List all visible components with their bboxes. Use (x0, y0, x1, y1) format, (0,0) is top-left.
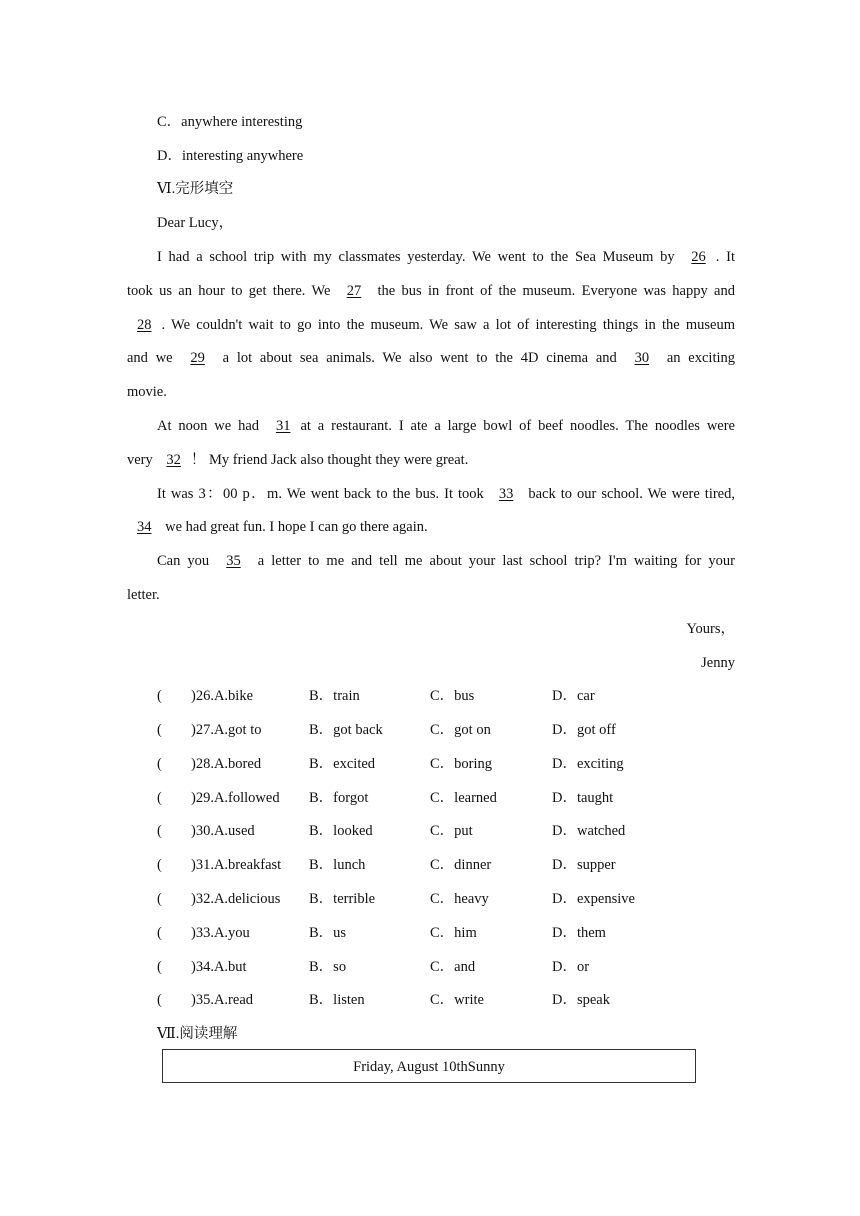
option-c: C．got on (430, 722, 491, 738)
option-c: C．boring (430, 756, 493, 772)
option-c: C．him (430, 925, 477, 941)
option-a: )26.A.bike (191, 688, 254, 704)
answer-paren[interactable]: ( (157, 688, 162, 704)
text-run: I had a school trip with my classmates yesterday. We went to the Sea Museum by (157, 249, 682, 265)
option-a: )27.A.got to (191, 722, 262, 738)
option-c-prev: C．anywhere interesting (157, 114, 303, 130)
blank-32: 32 (166, 452, 181, 468)
option-d: D．watched (552, 823, 626, 839)
blank-27: 27 (346, 283, 362, 299)
text-run: . It (715, 249, 735, 265)
text-run: an exciting (659, 350, 736, 366)
answer-paren[interactable]: ( (157, 722, 162, 738)
answer-paren[interactable]: ( (157, 756, 162, 772)
option-c: C．bus (430, 688, 475, 704)
option-c: C．dinner (430, 857, 492, 873)
blank-34: 34 (137, 519, 152, 535)
paragraph-2-line-2 (127, 450, 735, 470)
answer-paren[interactable]: ( (157, 925, 162, 941)
text-run: the bus in front of the museum. Everyone was happy and (371, 283, 735, 299)
blank-29: 29 (190, 350, 205, 366)
paragraph-1-line-3 (127, 315, 735, 335)
text-run: a letter to me and tell me about your last school trip? I'm waiting for your (250, 553, 735, 569)
diary-header-box (162, 1049, 696, 1083)
option-b: B．us (309, 925, 347, 941)
text-run: At noon we had (157, 418, 266, 434)
option-d: D．or (552, 959, 590, 975)
answer-paren[interactable]: ( (157, 992, 162, 1008)
letter-greeting: Dear Lucy， (157, 215, 234, 231)
option-a: )32.A.delicious (191, 891, 281, 907)
question-row (157, 990, 757, 1010)
section-title-cloze: Ⅵ.完形填空 (157, 181, 234, 197)
blank-33: 33 (498, 486, 514, 502)
option-d: D．them (552, 925, 606, 941)
section-title-reading: Ⅶ.阅读理解 (157, 1026, 238, 1042)
blank-31: 31 (275, 418, 291, 434)
question-row (157, 720, 757, 740)
option-a: )28.A.bored (191, 756, 262, 772)
option-d: D．supper (552, 857, 616, 873)
option-c: C．put (430, 823, 473, 839)
option-d: D．got off (552, 722, 616, 738)
option-c: C．and (430, 959, 476, 975)
answer-paren[interactable]: ( (157, 823, 162, 839)
answer-paren[interactable]: ( (157, 790, 162, 806)
paragraph-4-line-1 (157, 551, 735, 571)
answer-paren[interactable]: ( (157, 959, 162, 975)
option-d-prev: D．interesting anywhere (157, 148, 304, 164)
text-run: It was 3：00 p．m. We went back to the bus. It took (157, 486, 489, 502)
option-a: )34.A.but (191, 959, 247, 975)
option-b: B．listen (309, 992, 365, 1008)
question-row (157, 855, 757, 875)
option-b: B．looked (309, 823, 373, 839)
option-b: B．terrible (309, 891, 376, 907)
option-d: D．expensive (552, 891, 635, 907)
option-b: B．excited (309, 756, 376, 772)
question-row (157, 957, 757, 977)
option-a: )29.A.followed (191, 790, 280, 806)
question-row (157, 686, 757, 706)
option-d: D．speak (552, 992, 610, 1008)
paragraph-2-line-1 (157, 416, 735, 436)
diary-header-text: Friday, August 10thSunny (353, 1059, 505, 1075)
option-b: B．train (309, 688, 360, 704)
text-run: . We couldn't wait to go into the museum. We saw a lot of interesting things in the museum (161, 317, 735, 333)
option-d: D．exciting (552, 756, 624, 772)
text-run: a lot about sea animals. We also went to the 4D cinema and (214, 350, 625, 366)
question-row (157, 788, 757, 808)
paragraph-1-line-1 (157, 247, 735, 267)
option-d: D．car (552, 688, 595, 704)
question-row (157, 754, 757, 774)
paragraph-1-line-5: movie. (127, 384, 167, 400)
answer-paren[interactable]: ( (157, 891, 162, 907)
blank-26: 26 (691, 249, 706, 265)
text-run: Can you (157, 553, 217, 569)
option-a: )33.A.you (191, 925, 250, 941)
paragraph-3-line-2 (127, 517, 735, 537)
option-b: B．forgot (309, 790, 369, 806)
option-a: )31.A.breakfast (191, 857, 282, 873)
option-c: C．heavy (430, 891, 489, 907)
question-row (157, 821, 757, 841)
blank-30: 30 (634, 350, 650, 366)
paragraph-1-line-2 (127, 281, 735, 301)
blank-35: 35 (226, 553, 241, 569)
paragraph-3-line-1 (157, 484, 735, 504)
paragraph-1-line-4 (127, 348, 735, 368)
option-a: )30.A.used (191, 823, 255, 839)
text-run: and we (127, 350, 181, 366)
option-b: B．got back (309, 722, 383, 738)
text-run: back to our school. We were tired, (523, 486, 735, 502)
question-row (157, 889, 757, 909)
question-row (157, 923, 757, 943)
text-run: we had great fun. I hope I can go there again. (161, 519, 428, 535)
text-run: at a restaurant. I ate a large bowl of beef noodles. The noodles were (300, 418, 735, 434)
option-b: B．so (309, 959, 347, 975)
answer-paren[interactable]: ( (157, 857, 162, 873)
option-b: B．lunch (309, 857, 366, 873)
option-a: )35.A.read (191, 992, 254, 1008)
text-run: ！ My friend Jack also thought they were great. (190, 452, 469, 468)
blank-28: 28 (137, 317, 152, 333)
option-c: C．write (430, 992, 484, 1008)
letter-signature: Jenny (701, 655, 735, 671)
paragraph-4-line-2: letter. (127, 587, 160, 603)
option-c: C．learned (430, 790, 497, 806)
text-run: very (127, 452, 157, 468)
letter-closing: Yours， (686, 621, 735, 637)
text-run: took us an hour to get there. We (127, 283, 337, 299)
option-d: D．taught (552, 790, 614, 806)
